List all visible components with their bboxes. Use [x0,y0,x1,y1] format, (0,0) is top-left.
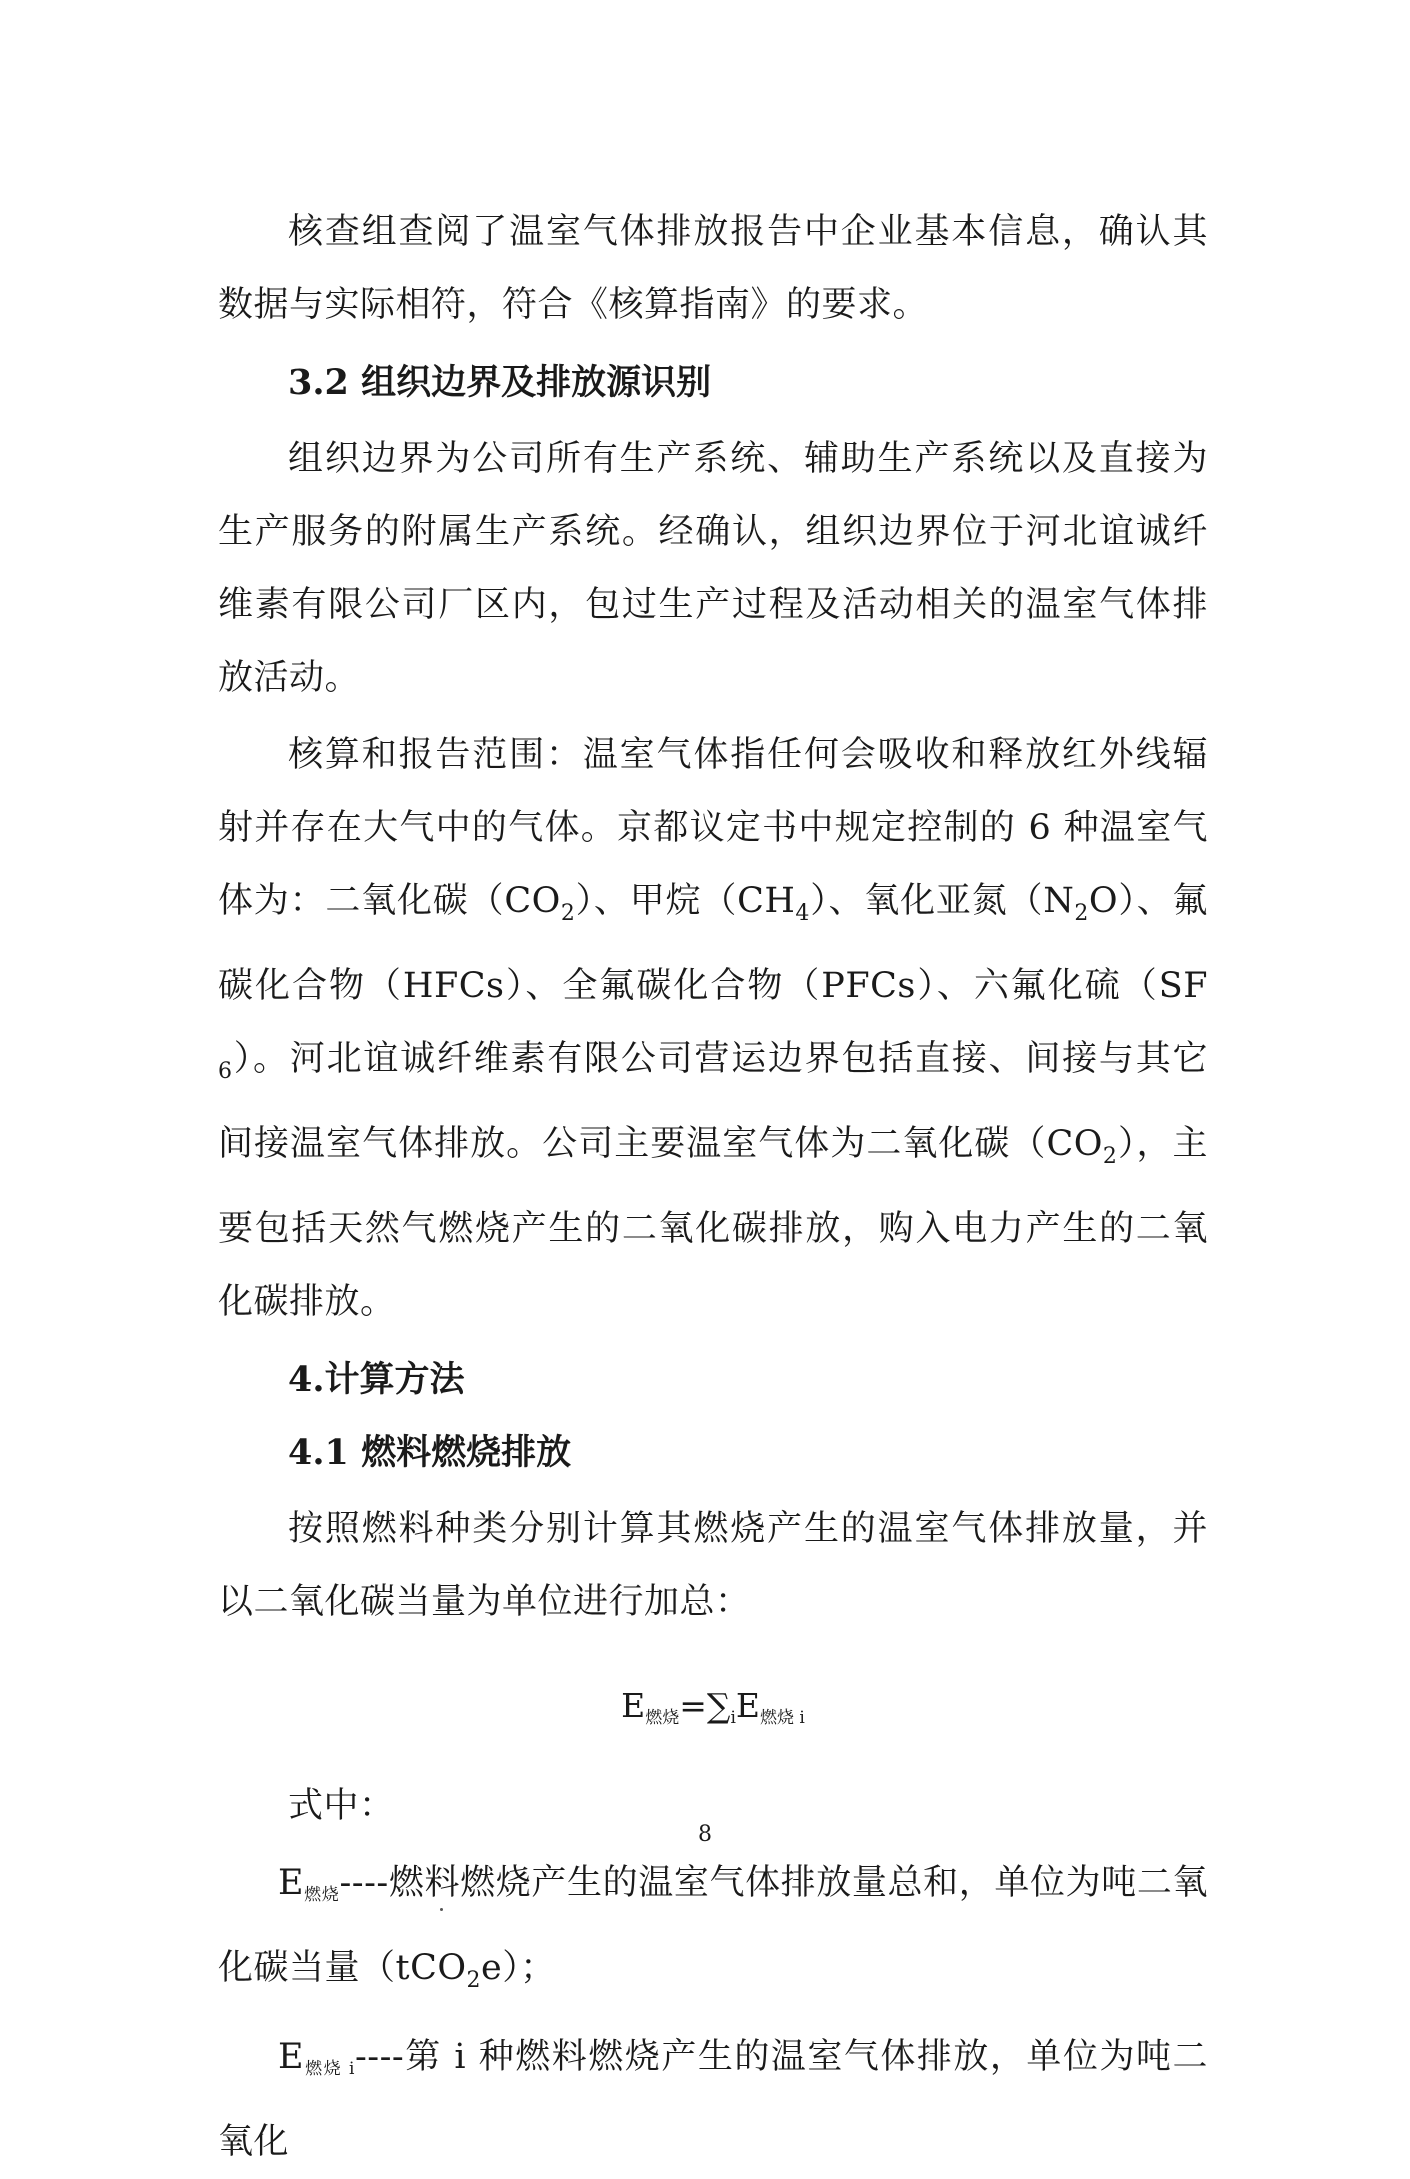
scope-text-1: 核算和报告范围：温室气体指任何会吸收和释放红外线辐射并存在大气中的气体。京都议定书中规定控制的 6 种温室气体为：二氧化碳（CO [218,735,1208,921]
definition-1-symbol: E [278,1863,305,1903]
scope-text-2: ）、甲烷（CH [575,881,796,921]
heading-4-1: 4.1 燃料燃烧排放 [288,1432,572,1473]
definition-1-text: ----燃料燃烧产生的温室气体排放量总和，单位为吨二氧化碳当量（tCO [218,1863,1209,1988]
definition-2-text: ----第 i 种燃料燃烧产生的温室气体排放，单位为吨二氧化 [218,2037,1208,2162]
definition-fuel-i-emission [218,2021,1208,2179]
subscript-ch4: 4 [795,901,810,926]
page-number: 8 [698,1822,712,1847]
scope-text-4: O）、氟碳化合物（HFCs）、全氟碳化合物（PFCs）、六氟化硫（SF [218,881,1208,1006]
subscript-co2: 2 [560,901,576,926]
paragraph-scope [218,719,1208,1339]
scope-text-5: ）。河北谊诚纤维素有限公司营运边界包括直接、间接与其它间接温室气体排放。公司主要温室气体为二氧化碳（CO [218,1039,1208,1164]
paragraph-fuel-method-text: 按照燃料种类分别计算其燃烧产生的温室气体排放量，并以二氧化碳当量为单位进行加总： [218,1509,1208,1622]
definition-1-text-end: e）； [481,1948,556,1988]
subscript-n2o: 2 [1074,901,1089,926]
scope-text-6: ），主要包括天然气燃烧产生的二氧化碳排放，购入电力产生的二氧化碳排放。 [218,1124,1208,1322]
paragraph-where-text: 式中： [288,1786,395,1826]
subscript-sf6: 6 [218,1059,233,1084]
paragraph-basic-info [218,196,1208,342]
formula-rhs-subscript: 燃烧 i [760,1708,805,1728]
definition-2-subscript: 燃烧 i [304,2059,355,2079]
paragraph-basic-info-text: 核查组查阅了温室气体排放报告中企业基本信息，确认其数据与实际相符，符合《核算指南》的要求。 [218,212,1208,325]
heading-3-2: 3.2 组织边界及排放源识别 [288,362,712,403]
emission-formula [218,1669,1208,1755]
formula-lhs-subscript: 燃烧 [645,1708,680,1728]
paragraph-org-boundary [218,423,1208,715]
definition-total-emission [218,1847,1208,2017]
formula-rhs: E [735,1686,760,1725]
formula-lhs: E [621,1686,646,1725]
formula-sum-index: i [730,1708,736,1728]
scan-speck [440,1908,443,1911]
paragraph-org-boundary-text: 组织边界为公司所有生产系统、辅助生产系统以及直接为生产服务的附属生产系统。经确认，组织边界位于河北谊诚纤维素有限公司厂区内，包过生产过程及活动相关的温室气体排放活动。 [218,439,1208,698]
definition-2-symbol: E [278,2037,305,2077]
formula-equals-sum: =∑ [679,1686,731,1725]
page-content [218,196,1208,2179]
paragraph-fuel-method [218,1493,1208,1639]
subscript-co2-main: 2 [1102,1144,1118,1169]
definition-1-subscript: 燃烧 [304,1885,340,1905]
definition-1-co2-subscript: 2 [466,1968,482,1993]
scope-text-3: ）、氧化亚氮（N [809,881,1075,921]
heading-4: 4.计算方法 [288,1359,465,1400]
